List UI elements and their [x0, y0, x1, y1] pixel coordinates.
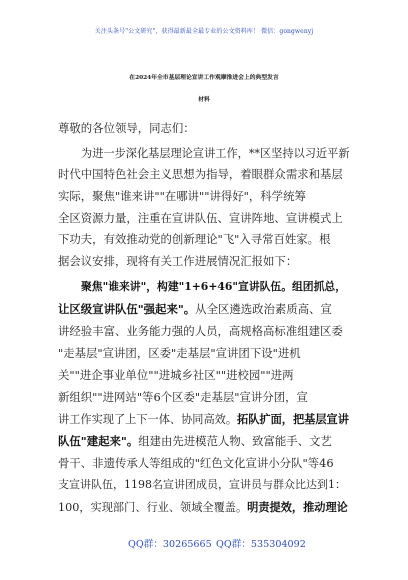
- paragraph2-line: 讲经验丰富、业务能力强的人员，高规格高标准组建区委: [58, 324, 343, 338]
- document-title-line2: 材料: [198, 97, 210, 103]
- body-text: 讲工作实现了上下一体、协同高效。: [58, 413, 238, 426]
- footer-qq-group-1[interactable]: QQ群：30265665: [128, 539, 212, 550]
- body-text: 100，实现部门、行业、领域全覆盖。: [58, 501, 248, 514]
- paragraph2-line: 关""进企事业单位""进城乡社区""进校园""进两: [58, 368, 294, 382]
- subheading-build: 队伍"建起来"。: [58, 434, 139, 448]
- subheading-clarify: 明责提效，推动理论: [247, 500, 348, 514]
- paragraph1-line: 下功夫，有效推动党的创新理论"飞"入寻常百姓家。根: [58, 232, 331, 246]
- paragraph2-line: 支宣讲队伍，1198名宣讲团成员，宣讲员与群众比达到1：: [58, 478, 346, 491]
- body-text: 从全区遴选政治素质高、宣: [195, 302, 332, 316]
- promo-header-link[interactable]: 关注头条号"公文研究"，获得最新最全最专业的公文资料库！ 微信：gongwenyj: [94, 28, 314, 35]
- paragraph1-line: 全区资源力量，注重在宣讲队伍、宣讲阵地、宣讲模式上: [58, 211, 343, 225]
- greeting: 尊敬的各位领导，同志们：: [58, 121, 195, 135]
- subheading-expand: 拓队扩面，把基层宣讲: [237, 412, 349, 426]
- paragraph2-line: 新组织""进网站"等6个区委"走基层"宣讲分团，宣: [58, 390, 308, 404]
- document-title-line1: 在2024年全市基层理论宣讲工作观摩推进会上的典型发言: [129, 75, 279, 81]
- paragraph2-line: [58, 412, 349, 427]
- paragraph2-line: 骨干、非遗传承人等组成的"红色文化宣讲小分队"等46: [58, 456, 334, 470]
- subheading-strengthen: 让区级宣讲队伍"强起来"。: [58, 302, 196, 316]
- body-text: 组建由先进模范人物、致富能手、文艺: [138, 434, 332, 448]
- paragraph1-line: 时代中国特色社会主义思想为指导，着眼群众需求和基层: [58, 167, 343, 181]
- section-heading-line: 聚焦"谁来讲"，构建"1+6+46"宣讲队伍。组团抓总，: [81, 280, 346, 293]
- paragraph1-line: 为进一步深化基层理论宣讲工作，**区坚持以习近平新: [81, 147, 350, 160]
- paragraph2-line: "走基层"宣讲团，区委"走基层"宣讲团下设"进机: [58, 346, 301, 360]
- paragraph2-line: [58, 500, 348, 515]
- paragraph1-line: 实际，聚焦"谁来讲""在哪讲""讲得好"，科学统筹: [58, 189, 306, 203]
- paragraph1-line: 据会议安排，现将有关工作进展情况汇报如下：: [58, 254, 298, 268]
- paragraph2-line: [58, 302, 332, 316]
- paragraph2-line: [58, 434, 332, 448]
- footer-qq-group-2[interactable]: QQ群：535304092: [216, 539, 306, 550]
